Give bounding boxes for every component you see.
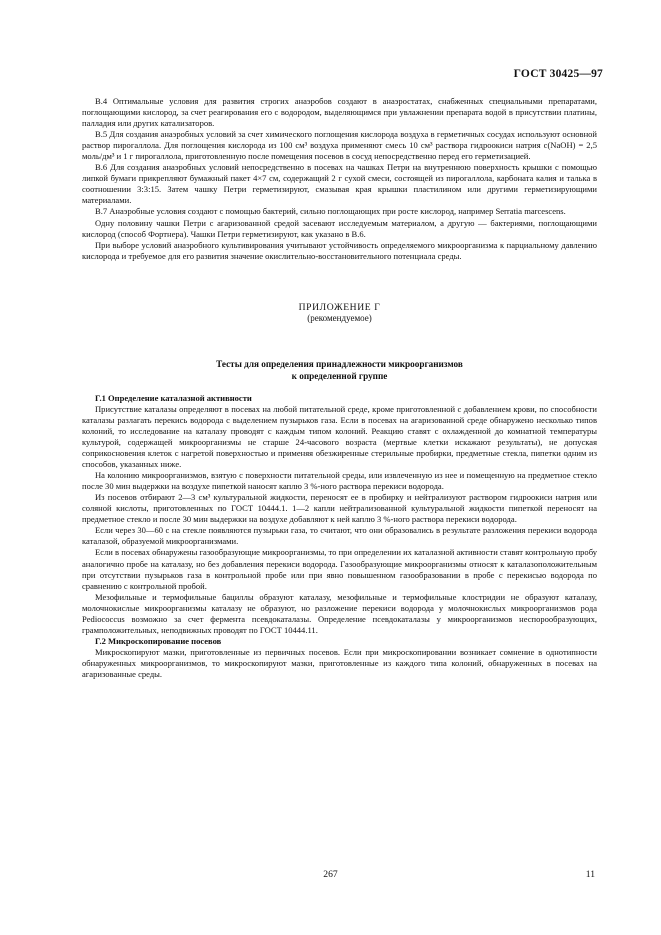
paragraph-b8: При выборе условий анаэробного культивирования учитывают устойчивость определяемого микроорганизма к парциальному давлению кислорода и требуемое для его развития значение окислительно-восстановительного потенциала среды. [82,239,597,261]
section-g2-heading: Г.2 Микроскопирование посевов [95,635,222,646]
appendix-heading-line1: Тесты для определения принадлежности микроорганизмов [216,358,463,369]
standard-header: ГОСТ 30425—97 [513,68,603,80]
appendix-subtitle: (рекомендуемое) [307,312,372,323]
document-body [82,96,597,680]
paragraph-g1-3: Из посевов отбирают 2—3 см³ культуральной жидкости, переносят ее в пробирку и нейтрализуют раствором гидроокиси натрия или соляной кислоты, приготовленных по ГОСТ 10444.1. 1—2 капли нейтрализованной культуральной жидкости пипеткой переносят на предметное стекло и после 30 мин выдержки на воздухе добавляют к ней каплю 3 %-ного раствора перекиси водорода. [82,492,597,525]
paragraph-g2-1: Микроскопируют мазки, приготовленные из первичных посевов. Если при микроскопировании возникает сомнение в однотипности обнаруженных микроорганизмов, то микроскопируют мазки, приготовленные из каждого типа колоний, обнаруженных в посевах на агаризованные среды. [82,646,597,679]
paragraph-g1-5: Если в посевах обнаружены газообразующие микроорганизмы, то при определении их каталазной активности ставят контрольную пробу аналогично пробе на каталазу, но без добавления перекиси водорода. Газообразующие микроорганизмы относят к каталазоположительным при отсутствии пузырьков газа в контрольной пробе или при явно повышенном газообразовании в пробе с перекисью водорода по сравнению с контрольной пробой. [82,547,597,591]
paragraph-g1-6: Мезофильные и термофильные бациллы образуют каталазу, мезофильные и термофильные клостридии не образуют каталазу, молочнокислые микроорганизмы каталазу не образуют, но разложение перекиси водорода у молочнокислых микроорганизмов рода Pediococcus возможно за счет фермента псевдокаталазы. Определение псевдокаталазы у микроорганизмов неспорообразующих, грамположительных, неподвижных проводят по ГОСТ 10444.11. [82,591,597,635]
paragraph-b4: В.4 Оптимальные условия для развития строгих анаэробов создают в анаэростатах, снабженных специальными препаратами, поглощающими кислород, за счет реагирования его с водородом, выделяющимся при увлажнении препарата водой в присутствии платины, палладия или других катализаторов. [82,96,597,129]
paragraph-g1-2: На колонию микроорганизмов, взятую с поверхности питательной среды, или извлеченную из нее и помещенную на предметное стекло после 30 мин выдержки на воздухе пипеткой наносят каплю 3 %-ного раствора перекиси водорода. [82,470,597,492]
paragraph-b7-cont: Одну половину чашки Петри с агаризованной средой засевают исследуемым материалом, а другую — бактериями, поглощающими кислород (способ Фортнера). Чашки Петри герметизируют, как указано в В.6. [82,217,597,239]
paragraph-b5: В.5 Для создания анаэробных условий за счет химического поглощения кислорода воздуха в герметичных сосудах используют основной раствор пирогаллола. Для поглощения кислорода из 100 см³ воздуха применяют смесь 10 см³ раствора гидроокиси натрия c(NaOH) = 2,5 моль/дм³ и 1 г пирогаллола, приготовленную после помещения посевов в сосуд непосредственно перед его герметизацией. [82,129,597,162]
page-number-total: 267 [323,869,338,880]
paragraph-g1-1: Присутствие каталазы определяют в посевах на любой питательной среде, кроме приготовленной с добавлением крови, по способности каталазы разлагать перекись водорода с выделением пузырьков газа. Если в посевах на агаризованной среде обнаружено несколько типов колоний, то исследование на каталазу проводят с каждым типом колоний. Реакцию ставят с охлажденной до комнатной температуры культурой, содержащей микроорганизмы не старше 24-часового возраста (мертвые клетки искажают результаты), не допуская соприкосновения клеток с нагретой поверхностью и применяя обезжиренные стерильные пробирки, предметные стекла, пипетки одним из способов, указанных ниже. [82,403,597,470]
paragraph-b6: В.6 Для создания анаэробных условий непосредственно в посевах на чашках Петри на внутреннюю поверхность крышки с помощью липкой бумаги прикрепляют бумажный пакет 4×7 см, содержащий 2 г сухой смеси, состоящей из пирогаллола, карбоната калия и талька в соотношении 3:3:15. Затем чашку Петри герметизируют, смазывая края крышки пластилином или другими герметизирующими материалами. [82,162,597,206]
appendix-heading-line2: к определенной группе [291,370,388,381]
section-g1-heading: Г.1 Определение каталазной активности [95,392,252,403]
page-number-local: 11 [585,869,595,880]
paragraph-b7: В.7 Анаэробные условия создают с помощью бактерий, сильно поглощающих при росте кислород, например Serratia marcescens. [95,206,566,217]
paragraph-g1-4: Если через 30—60 с на стекле появляются пузырьки газа, то считают, что они образовались в результате разложения перекиси водорода каталазой, образуемой микроорганизмами. [82,525,597,547]
appendix-title: ПРИЛОЖЕНИЕ Г [298,301,381,313]
